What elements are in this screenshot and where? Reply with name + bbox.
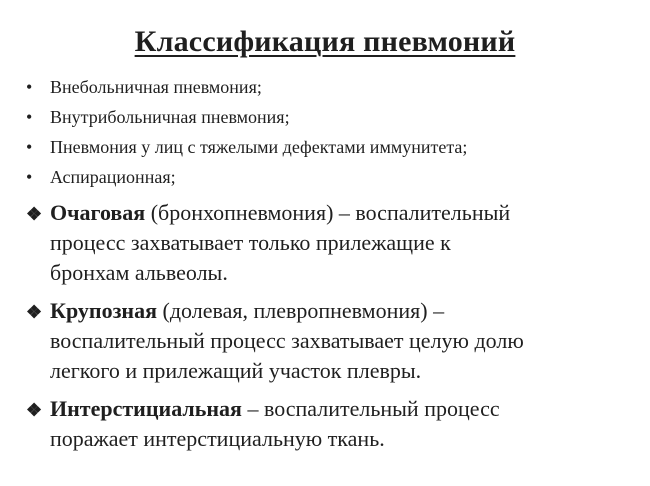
pneumonia-types-list bbox=[26, 198, 626, 462]
list-item bbox=[26, 72, 626, 102]
pneumonia-type-text bbox=[50, 296, 626, 386]
classification-list bbox=[26, 72, 626, 192]
diamond-bullet-icon: ❖ bbox=[26, 302, 43, 322]
diamond-bullet-icon: ❖ bbox=[26, 204, 43, 224]
pneumonia-type-item bbox=[26, 198, 626, 288]
pneumonia-type-text bbox=[50, 198, 626, 288]
pneumonia-type-text bbox=[50, 394, 626, 454]
pneumonia-type-item bbox=[26, 296, 626, 386]
pneumonia-type-item bbox=[26, 394, 626, 454]
list-item-text: Внебольничная пневмония; bbox=[50, 77, 262, 97]
list-item-text: Аспирационная; bbox=[50, 167, 176, 187]
pneumonia-type-description: (бронхопневмония) – воспалительный процесс захватывает только прилежащие к бронхам альвеолы. bbox=[50, 200, 511, 285]
pneumonia-type-term: Крупозная bbox=[50, 298, 157, 323]
bullet-icon: • bbox=[26, 107, 33, 127]
list-item bbox=[26, 162, 626, 192]
pneumonia-type-description: – воспалительный процесс поражает интерстициальную ткань. bbox=[50, 396, 500, 451]
list-item bbox=[26, 102, 626, 132]
title-text: Классификация пневмоний bbox=[134, 25, 516, 58]
pneumonia-type-term: Интерстициальная bbox=[50, 396, 242, 421]
pneumonia-type-term: Очаговая bbox=[50, 200, 146, 225]
list-item bbox=[26, 132, 626, 162]
bullet-icon: • bbox=[26, 77, 33, 97]
bullet-icon: • bbox=[26, 137, 33, 157]
list-item-text: Пневмония у лиц с тяжелыми дефектами иммунитета; bbox=[50, 137, 468, 157]
slide-title bbox=[0, 24, 650, 60]
diamond-bullet-icon: ❖ bbox=[26, 400, 43, 420]
pneumonia-type-description: (долевая, плевропневмония) – воспалительный процесс захватывает целую долю легкого и прилежащий участок плевры. bbox=[50, 298, 524, 383]
bullet-icon: • bbox=[26, 167, 33, 187]
list-item-text: Внутрибольничная пневмония; bbox=[50, 107, 290, 127]
